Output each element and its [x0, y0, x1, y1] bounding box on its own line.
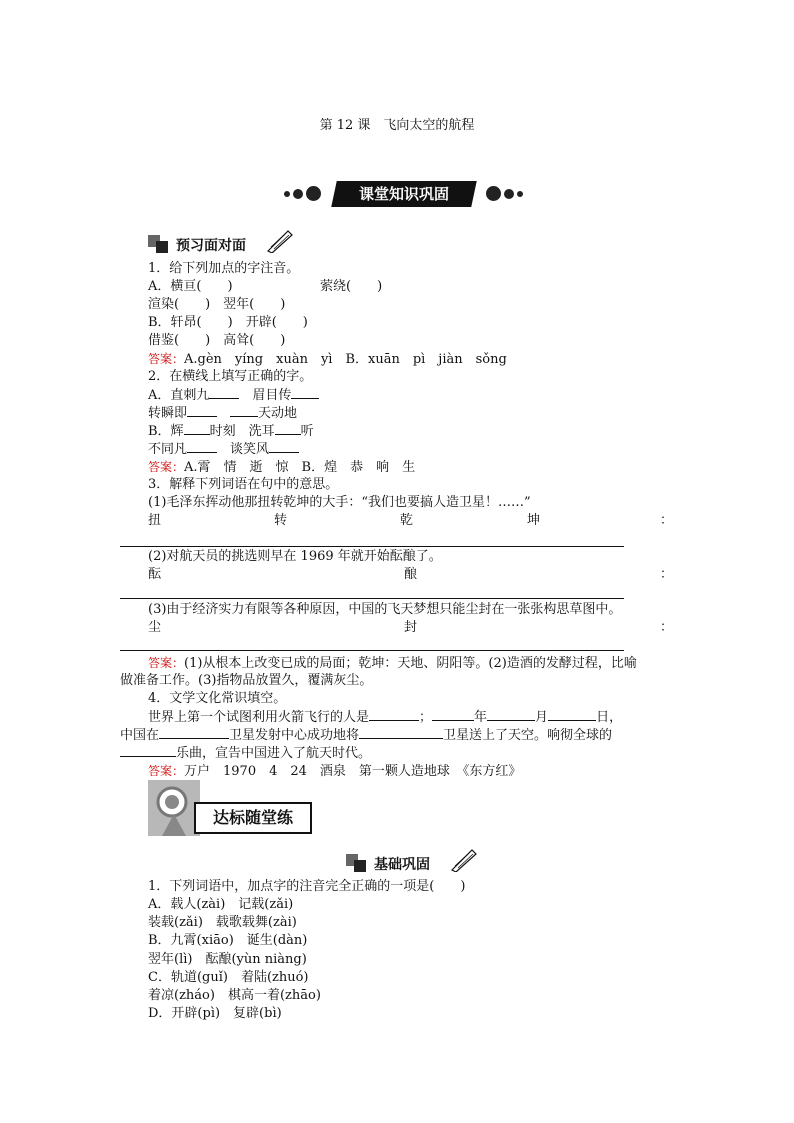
banner-dot-icon — [517, 191, 523, 197]
q3-sentence: (1)毛泽东挥动他那扭转乾坤的大手：“我们也要搞人造卫星！……” — [148, 495, 531, 510]
square-icon — [354, 860, 366, 872]
q3-word: ： — [660, 620, 674, 635]
q4-line: 中国在 卫星发射中心成功地将 卫星送上了天空。响彻全球的 — [120, 728, 613, 743]
q3-word: 扭 — [148, 513, 162, 528]
q3-stem: 3．解释下列词语在句中的意思。 — [148, 477, 339, 492]
q1-line: 借鉴( ) 高耸( ) — [148, 333, 286, 348]
q4-line: 乐曲，宣告中国进入了航天时代。 — [120, 744, 371, 763]
banner-dot-icon — [504, 189, 514, 199]
b1-option: D．开辟(pì) 复辟(bì) — [148, 1006, 282, 1021]
b1-stem: 1．下列词语中，加点字的注音完全正确的一项是( ) — [148, 879, 466, 894]
answer-line[interactable] — [120, 598, 624, 599]
target-logo-icon — [148, 780, 200, 836]
practice-banner — [148, 780, 312, 836]
q3-sentence: (3)由于经济实力有限等各种原因，中国的飞天梦想只能尘封在一张张构思草图中。 — [148, 602, 622, 617]
b1-option: 装载(zǎi) 载歌载舞(zài) — [148, 915, 297, 930]
lesson-title: 第 12 课 飞向太空的航程 — [319, 118, 475, 133]
banner-dot-icon — [293, 189, 303, 199]
b1-option: B．九霄(xiāo) 诞生(dàn) — [148, 933, 308, 948]
q2-line: 转瞬即 天动地 — [148, 406, 298, 421]
b1-option: 翌年(lì) 酝酿(yùn niàng) — [148, 952, 307, 967]
q2-answer: 答案：A.霄 情 逝 惊 B．煌 恭 响 生 — [148, 460, 416, 475]
banner-label: 课堂知识巩固 — [331, 181, 477, 207]
q1-answer: 答案：A.gèn yíng xuàn yì B．xuān pì jiàn sǒng — [148, 352, 507, 367]
q2-stem: 2．在横线上填写正确的字。 — [148, 369, 313, 384]
q3-word: 转 — [274, 513, 288, 528]
pen-icon — [266, 229, 294, 253]
pen-icon — [450, 848, 478, 872]
section-heading-label: 预习面对面 — [176, 238, 246, 254]
q3-word: ： — [660, 567, 674, 582]
q3-sentence: (2)对航天员的挑选则早在 1969 年就开始酝酿了。 — [148, 549, 442, 564]
q4-answer: 答案：万户 1970 4 24 酒泉 第一颗人造地球 《东方红》 — [148, 764, 522, 779]
q1-stem: 1．给下列加点的字注音。 — [148, 261, 300, 276]
banner-dot-icon — [284, 191, 290, 197]
section-heading-preview — [148, 233, 298, 255]
q3-word: 尘 — [148, 620, 162, 635]
q3-word: 酿 — [404, 567, 418, 582]
q3-word: 封 — [404, 620, 418, 635]
square-icon — [156, 241, 168, 253]
answer-line[interactable] — [120, 546, 624, 547]
q3-word: ： — [660, 513, 674, 528]
banner-dot-icon — [306, 186, 321, 201]
b1-option: A．载人(zài) 记载(zǎi) — [148, 897, 294, 912]
q3-word: 酝 — [148, 567, 162, 582]
q3-word: 坤 — [527, 513, 541, 528]
q2-line: 不同凡 谈笑风 — [148, 440, 299, 459]
q2-line: A．直刺九 眉目传 — [148, 386, 319, 405]
q4-line: 世界上第一个试图利用火箭飞行的人是 ； 年 月 日， — [148, 710, 623, 725]
practice-banner-label: 达标随堂练 — [194, 802, 312, 834]
answer-line[interactable] — [120, 650, 624, 651]
q1-line: A．横亘( ) — [148, 279, 233, 294]
section-heading-label: 基础巩固 — [374, 857, 430, 873]
q1-line: B．轩昂( ) 开辟( ) — [148, 315, 308, 330]
q3-answer: 答案：(1)从根本上改变已成的局面；乾坤：天地、阴阳等。(2)造酒的发酵过程，比喻 — [148, 656, 637, 671]
b1-option: C．轨道(guǐ) 着陆(zhuó) — [148, 970, 309, 985]
section-banner — [284, 181, 530, 207]
q3-word: 乾 — [400, 513, 414, 528]
q1-line: 萦绕( ) — [320, 279, 383, 294]
q1-line: 渲染( ) 翌年( ) — [148, 297, 286, 312]
section-heading-basic — [346, 852, 482, 874]
b1-option: 着凉(zháo) 棋高一着(zhāo) — [148, 988, 321, 1003]
banner-dot-icon — [486, 186, 501, 201]
q2-line: B．辉 时刻 洗耳 听 — [148, 424, 314, 439]
q4-stem: 4．文学文化常识填空。 — [148, 691, 287, 706]
q3-answer-cont: 做准备工作。(3)指物品放置久，覆满灰尘。 — [120, 673, 373, 688]
